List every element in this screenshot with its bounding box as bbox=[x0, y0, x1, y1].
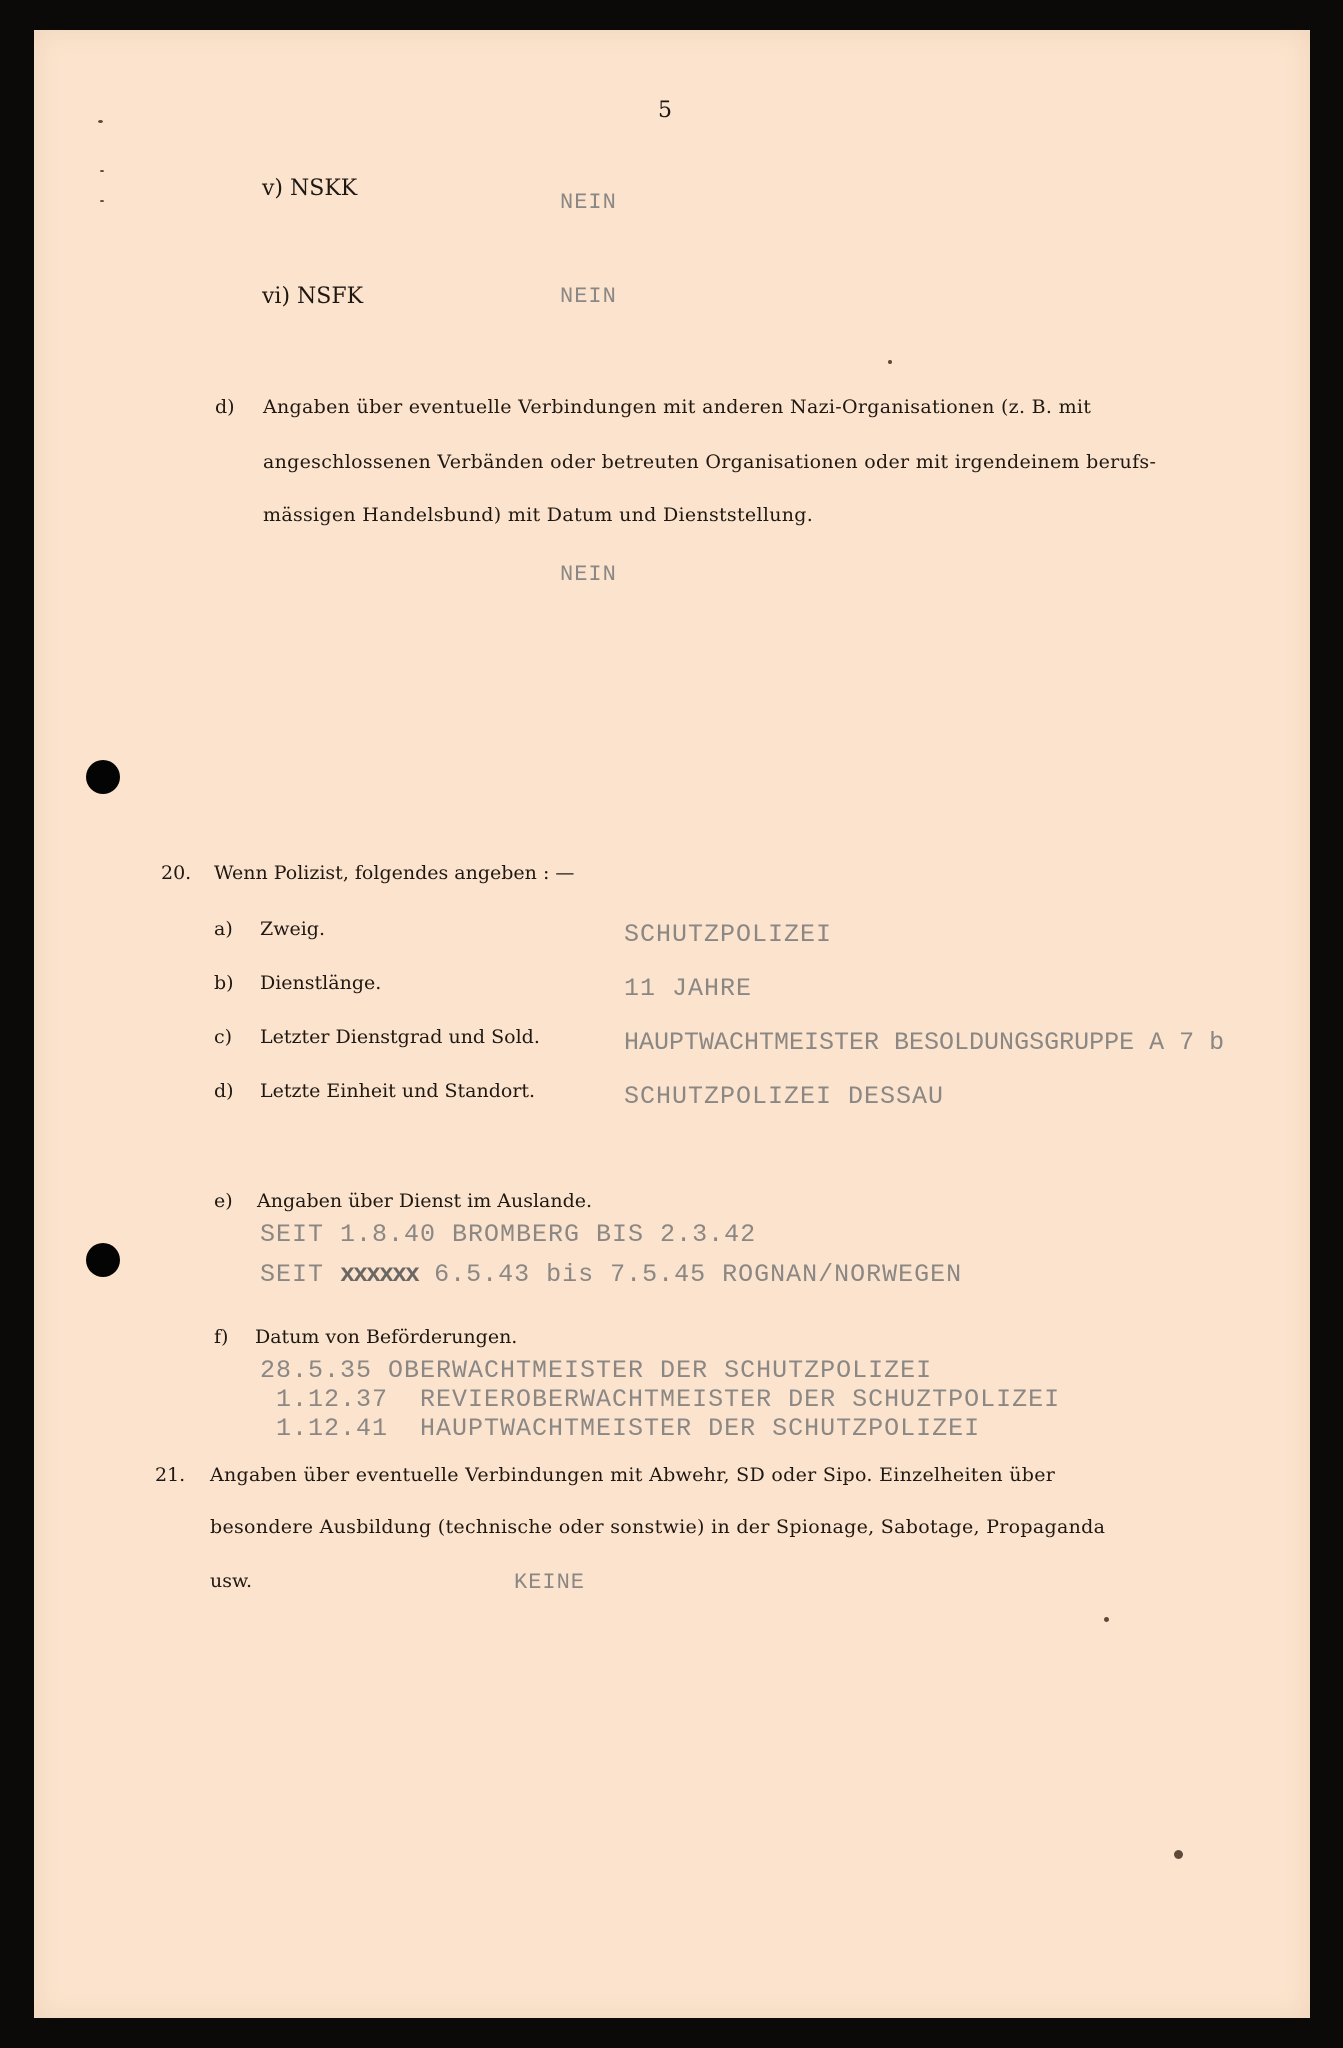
q20-title: Wenn Polizist, folgendes angeben : — bbox=[214, 862, 575, 884]
q20c-label: Letzter Dienstgrad und Sold. bbox=[260, 1026, 540, 1048]
q21-line-2: besondere Ausbildung (technische oder sonstwie) in der Spionage, Sabotage, Propaganda bbox=[210, 1516, 1106, 1538]
q21-line-1: Angaben über eventuelle Verbindungen mit Abwehr, SD oder Sipo. Einzelheiten über bbox=[210, 1464, 1056, 1486]
margin-mark bbox=[100, 170, 104, 172]
page-number: 5 bbox=[658, 98, 672, 123]
margin-mark bbox=[98, 120, 103, 123]
q20b-label: Dienstlänge. bbox=[260, 972, 382, 994]
nsfk-label: vi) NSFK bbox=[262, 284, 364, 309]
q20f-line-3: 1.12.41 HAUPTWACHTMEISTER DER SCHUTZPOLIZEI bbox=[260, 1414, 981, 1443]
q20e-label: Angaben über Dienst im Auslande. bbox=[257, 1190, 593, 1212]
q20e-line-2-rest: 6.5.43 bis 7.5.45 ROGNAN/NORWEGEN bbox=[434, 1260, 963, 1289]
q20e-line-2 bbox=[260, 1260, 962, 1289]
paper-speck bbox=[1104, 1617, 1109, 1622]
q20e-line-2-prefix: SEIT bbox=[260, 1260, 325, 1289]
q20c-answer: HAUPTWACHTMEISTER BESOLDUNGSGRUPPE A 7 b bbox=[624, 1028, 1225, 1057]
margin-mark bbox=[100, 200, 104, 202]
q20d-label: Letzte Einheit und Standort. bbox=[260, 1080, 536, 1102]
document-page bbox=[34, 30, 1310, 2018]
q20-number: 20. bbox=[161, 862, 192, 884]
q20d-marker: d) bbox=[214, 1080, 234, 1102]
paper-speck bbox=[1174, 1850, 1183, 1859]
q20b-answer: 11 JAHRE bbox=[624, 974, 753, 1003]
punch-hole bbox=[86, 1243, 120, 1277]
q20e-marker: e) bbox=[214, 1190, 233, 1212]
other-orgs-answer: NEIN bbox=[560, 562, 617, 587]
q20d-answer: SCHUTZPOLIZEI DESSAU bbox=[624, 1082, 945, 1111]
paper-speck bbox=[888, 360, 892, 364]
nskk-label: v) NSKK bbox=[262, 176, 358, 201]
q20f-label: Datum von Beförderungen. bbox=[255, 1326, 518, 1348]
q21-answer: KEINE bbox=[514, 1570, 586, 1595]
q20a-label: Zweig. bbox=[260, 918, 325, 940]
nskk-answer: NEIN bbox=[560, 190, 617, 215]
other-orgs-marker: d) bbox=[215, 396, 235, 418]
q20f-marker: f) bbox=[214, 1326, 229, 1348]
q20e-struck-text: xxxxxx bbox=[340, 1260, 419, 1289]
q20b-marker: b) bbox=[214, 972, 234, 994]
q20f-line-2: 1.12.37 REVIEROBERWACHTMEISTER DER SCHUZTPOLIZEI bbox=[260, 1385, 1061, 1414]
q20e-line-1: SEIT 1.8.40 BROMBERG BIS 2.3.42 bbox=[260, 1220, 757, 1249]
paper-shading bbox=[34, 30, 1310, 2018]
nsfk-answer: NEIN bbox=[560, 284, 617, 309]
q20a-answer: SCHUTZPOLIZEI bbox=[624, 920, 833, 949]
q21-line-3: usw. bbox=[210, 1570, 253, 1592]
other-orgs-line-2: angeschlossenen Verbänden oder betreuten Organisationen oder mit irgendeinem berufs- bbox=[263, 451, 1157, 473]
q20c-marker: c) bbox=[214, 1026, 233, 1048]
other-orgs-line-3: mässigen Handelsbund) mit Datum und Dienststellung. bbox=[263, 504, 814, 526]
q21-number: 21. bbox=[155, 1464, 186, 1486]
other-orgs-line-1: Angaben über eventuelle Verbindungen mit anderen Nazi-Organisationen (z. B. mit bbox=[263, 396, 1092, 418]
q20f-line-1: 28.5.35 OBERWACHTMEISTER DER SCHUTZPOLIZEI bbox=[260, 1356, 933, 1385]
q20a-marker: a) bbox=[214, 918, 233, 940]
punch-hole bbox=[86, 760, 120, 794]
